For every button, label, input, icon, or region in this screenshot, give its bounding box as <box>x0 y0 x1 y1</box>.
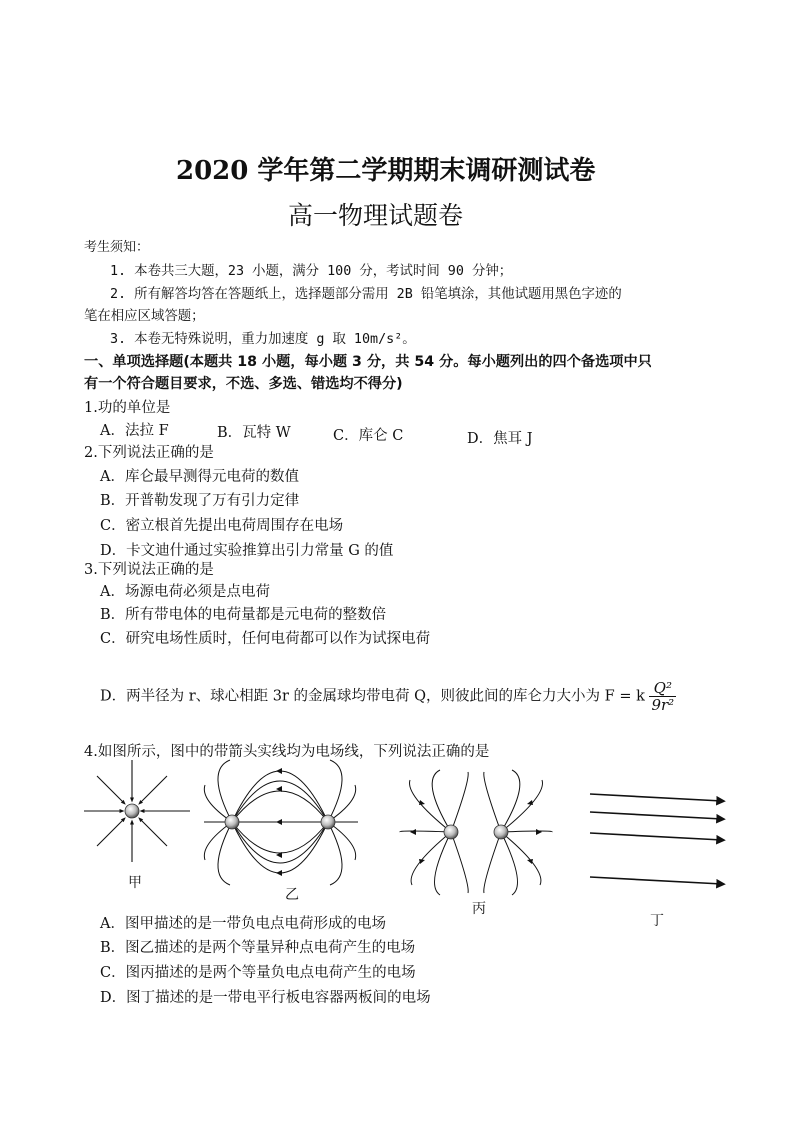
question-2-stem: 2.下列说法正确的是 <box>84 445 214 461</box>
q3-option-b: B．所有带电体的电荷量都是元电荷的整数倍 <box>100 607 387 623</box>
figure-jia <box>84 760 190 862</box>
figure-yi <box>204 760 358 885</box>
q2-option-d: D．卡文迪什通过实验推算出引力常量 G 的值 <box>100 543 394 559</box>
question-3-stem: 3.下列说法正确的是 <box>84 562 214 578</box>
coulomb-fraction <box>649 680 676 713</box>
notice-item-2: 2. 所有解答均答在答题纸上，选择题部分需用 2B 铅笔填涂，其他试题用黑色字迹的 <box>110 287 622 302</box>
figure-label-bing: 丙 <box>472 901 486 917</box>
q4-option-a: A．图甲描述的是一带负电点电荷形成的电场 <box>100 916 386 932</box>
exam-title: 2020 学年第二学期期末调研测试卷 <box>176 156 596 186</box>
q4-option-d: D．图丁描述的是一带电平行板电容器两板间的电场 <box>100 990 431 1006</box>
q1-option-b: B．瓦特 W <box>217 425 291 441</box>
question-4-stem: 4.如图所示，图中的带箭头实线均为电场线，下列说法正确的是 <box>84 744 490 760</box>
q2-option-a: A．库仑最早测得元电荷的数值 <box>100 469 299 485</box>
notice-item-2-cont: 笔在相应区域答题； <box>84 309 205 324</box>
figure-label-jia: 甲 <box>128 875 142 891</box>
notice-item-1: 1. 本卷共三大题，23 小题，满分 100 分，考试时间 90 分钟； <box>110 264 513 279</box>
electric-field-figures <box>0 745 794 905</box>
notice-heading: 考生须知： <box>84 240 150 255</box>
q3-option-c: C．研究电场性质时，任何电荷都可以作为试探电荷 <box>100 631 431 647</box>
q1-option-d: D．焦耳 J <box>467 431 533 447</box>
q2-option-c: C．密立根首先提出电荷周围存在电场 <box>100 518 344 534</box>
q4-option-c: C．图丙描述的是两个等量负电点电荷产生的电场 <box>100 965 416 981</box>
q1-option-a: A．法拉 F <box>100 423 169 439</box>
q3-option-d-text: D．两半径为 r、球心相距 3r 的金属球均带电荷 Q，则彼此间的库仑力大小为 F = k <box>100 688 645 705</box>
q2-option-b: B．开普勒发现了万有引力定律 <box>100 493 300 509</box>
figure-ding <box>590 794 722 884</box>
figure-label-ding: 丁 <box>650 913 664 929</box>
notice-item-3: 3. 本卷无特殊说明，重力加速度 g 取 10m/s²。 <box>110 332 416 347</box>
q3-option-d <box>100 680 676 713</box>
figure-bing <box>400 770 552 895</box>
q4-option-b: B．图乙描述的是两个等量异种点电荷产生的电场 <box>100 940 416 956</box>
figure-label-yi: 乙 <box>285 887 299 903</box>
question-1-stem: 1.功的单位是 <box>84 400 171 416</box>
fraction-denominator: 9r² <box>651 696 675 714</box>
exam-subtitle: 高一物理试题卷 <box>288 201 464 230</box>
section-heading-cont: 有一个符合题目要求，不选、多选、错选均不得分) <box>84 376 403 392</box>
fraction-numerator: Q² <box>649 680 676 697</box>
section-heading: 一、单项选择题(本题共 18 小题，每小题 3 分，共 54 分。每小题列出的四个备选项中只 <box>84 354 652 370</box>
q1-option-c: C．库仑 C <box>333 428 404 444</box>
q3-option-a: A．场源电荷必须是点电荷 <box>100 584 270 600</box>
